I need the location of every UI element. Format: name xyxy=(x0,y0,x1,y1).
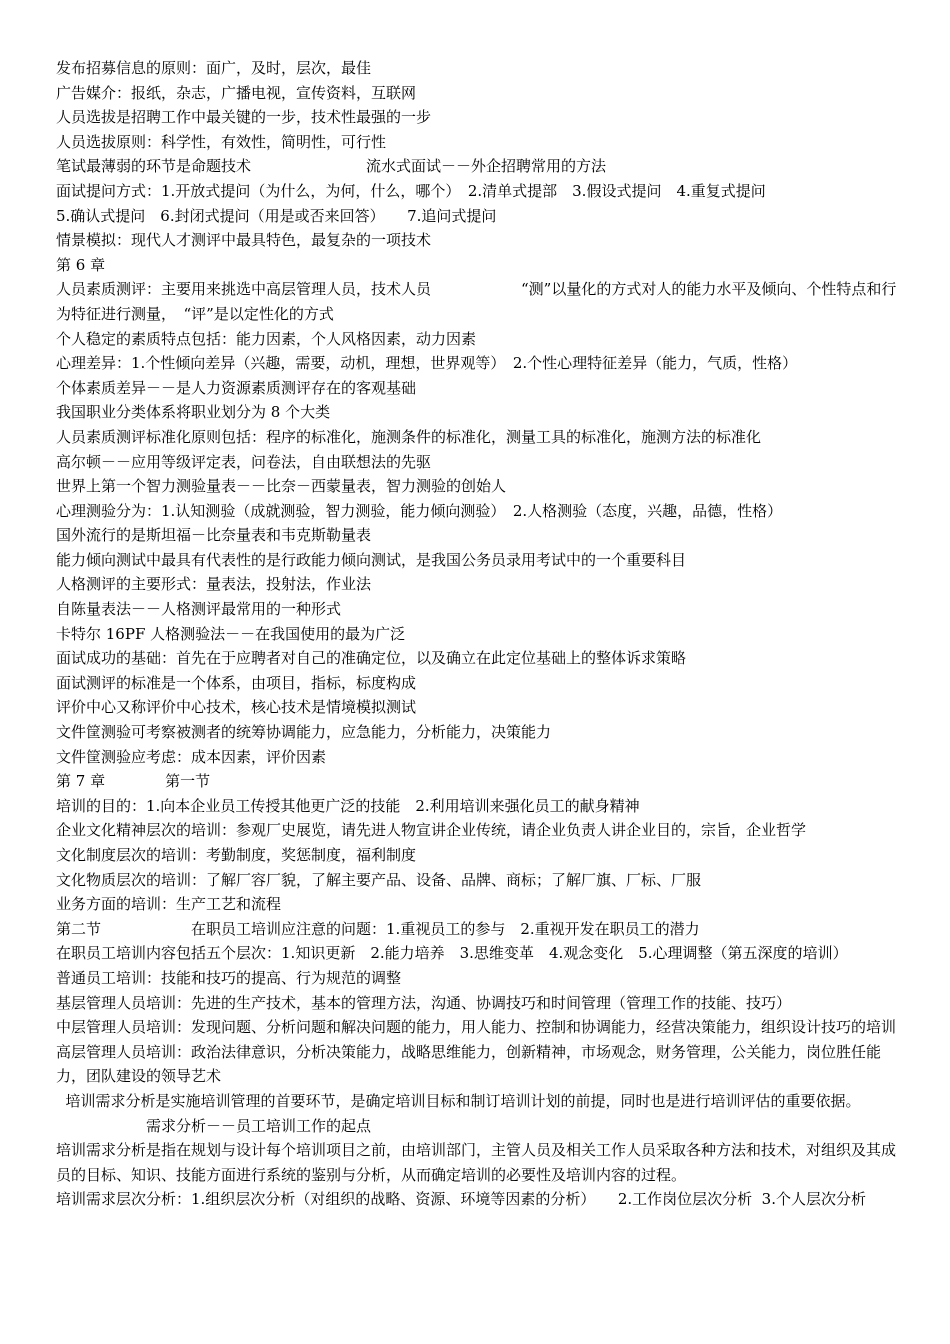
text-segment: 培训需求分析是实施培训管理的首要环节，是确定培训目标和制订培训计划的前提，同时也是进行培训评估的重要依据。 xyxy=(56,1091,861,1110)
text-line: 个人稳定的素质特点包括：能力因素，个人风格因素，动力因素 xyxy=(56,329,477,348)
text-segment: 需求分析－－员工培训工作的起点 xyxy=(146,1116,372,1135)
text-line: 人员选拔是招聘工作中最关键的一步，技术性最强的一步 xyxy=(56,108,432,127)
text-line: 普通员工培训：技能和技巧的提高、行为规范的调整 xyxy=(56,968,402,987)
text-line xyxy=(56,917,898,942)
text-line: 自陈量表法－－人格测评最常用的一种形式 xyxy=(56,600,342,619)
text-segment: 在职员工培训应注意的问题：1.重视员工的参与 2.重视开发在职员工的潜力 xyxy=(191,919,700,938)
text-line: 广告媒介：报纸，杂志，广播电视，宣传资料，互联网 xyxy=(56,83,417,102)
text-line: 在职员工培训内容包括五个层次：1.知识更新 2.能力培养 3.思维变革 4.观念变化 5.心理调整（第五深度的培训） xyxy=(56,944,848,963)
text-line: 文化制度层次的培训：考勤制度，奖惩制度，福利制度 xyxy=(56,846,417,864)
text-line: 培训的目的：1.向本企业员工传授其他更广泛的技能 2.利用培训来强化员工的献身精神 xyxy=(56,796,640,815)
text-line: 情景模拟：现代人才测评中最具特色，最复杂的一项技术 xyxy=(56,231,432,250)
text-line xyxy=(56,277,898,326)
text-line: 能力倾向测试中最具有代表性的是行政能力倾向测试，是我国公务员录用考试中的一个重要科目 xyxy=(56,550,687,569)
text-line: 个体素质差异－－是人力资源素质测评存在的客观基础 xyxy=(56,378,417,397)
section-label: 第二节 xyxy=(56,919,102,938)
text-line: 培训需求层次分析：1.组织层次分析（对组织的战略、资源、环境等因素的分析） 2.工作岗位层次分析 3.个人层次分析 xyxy=(56,1190,866,1209)
text-line: 培训需求分析是指在规划与设计每个培训项目之前，由培训部门，主管人员及相关工作人员采取各种方法和技术，对组织及其成员的目标、知识、技能方面进行系统的鉴别与分析，从而确定培训的必要性及培训内容的过程。 xyxy=(56,1141,897,1184)
text-line: 发布招募信息的原则：面广，及时，层次，最佳 xyxy=(56,59,372,77)
text-line: 人员选拔原则：科学性，有效性，简明性，可行性 xyxy=(56,132,387,151)
text-line xyxy=(56,1089,898,1138)
text-segment: 人员素质测评：主要用来挑选中高层管理人员，技术人员 xyxy=(56,280,432,299)
text-line: 国外流行的是斯坦福－比奈量表和韦克斯勒量表 xyxy=(56,526,372,545)
chapter-heading xyxy=(56,769,898,794)
text-line: 面试成功的基础：首先在于应聘者对自己的准确定位，以及确立在此定位基础上的整体诉求策略 xyxy=(56,649,687,668)
text-line: 评价中心又称评价中心技术，核心技术是情境模拟测试 xyxy=(56,698,417,717)
text-line: 面试测评的标准是一个体系，由项目，指标，标度构成 xyxy=(56,673,417,692)
text-line: 中层管理人员培训：发现问题、分析问题和解决问题的能力，用人能力、控制和协调能力，经营决策能力，组织设计技巧的培训 xyxy=(56,1018,897,1037)
text-line: 人员素质测评标准化原则包括：程序的标准化，施测条件的标准化，测量工具的标准化，施测方法的标准化 xyxy=(56,427,762,446)
text-segment: 流水式面试－－外企招聘常用的方法 xyxy=(366,157,607,176)
text-segment: “测”以量化的方式对人的能力水平及倾向、个性特点和行为特征进行测量， “评”是以定性化的方式 xyxy=(56,280,897,323)
text-line: 面试提问方式：1.开放式提问（为什么，为何，什么，哪个） 2.清单式提部 3.假设式提问 4.重复式提问 xyxy=(56,181,766,200)
text-line: 心理测验分为：1.认知测验（成就测验，智力测验，能力倾向测验） 2.人格测验（态度，兴趣，品德，性格） xyxy=(56,501,783,520)
text-line: 我国职业分类体系将职业划分为 8 个大类 xyxy=(56,403,331,422)
text-line: 业务方面的培训：生产工艺和流程 xyxy=(56,895,282,914)
text-line: 卡特尔 16PF 人格测验法－－在我国使用的最为广泛 xyxy=(56,624,406,643)
chapter-label: 第 7 章 xyxy=(56,772,106,791)
document-page xyxy=(56,56,898,1212)
text-line: 基层管理人员培训：先进的生产技术，基本的管理方法，沟通、协调技巧和时间管理（管理工作的技能、技巧） xyxy=(56,993,792,1012)
text-line: 文件筐测验应考虑：成本因素，评价因素 xyxy=(56,747,327,766)
text-line: 心理差异：1.个性倾向差异（兴趣，需要，动机，理想，世界观等） 2.个性心理特征差异（能力，气质，性格） xyxy=(56,354,798,373)
text-line: 文化物质层次的培训：了解厂容厂貌，了解主要产品、设备、品牌、商标；了解厂旗、厂标、厂服 xyxy=(56,870,702,889)
text-line: 高尔顿－－应用等级评定表，问卷法，自由联想法的先驱 xyxy=(56,452,432,471)
text-line: 文件筐测验可考察被测者的统筹协调能力，应急能力，分析能力，决策能力 xyxy=(56,723,552,742)
text-line: 高层管理人员培训：政治法律意识，分析决策能力，战略思维能力，创新精神，市场观念，财务管理，公关能力，岗位胜任能力，团队建设的领导艺术 xyxy=(56,1042,882,1086)
text-segment: 笔试最薄弱的环节是命题技术 xyxy=(56,157,252,176)
text-line: 人格测评的主要形式：量表法，投射法，作业法 xyxy=(56,575,372,594)
text-line: 5.确认式提问 6.封闭式提问（用是或否来回答） 7.追问式提问 xyxy=(56,206,497,225)
text-line: 世界上第一个智力测验量表－－比奈－西蒙量表，智力测验的创始人 xyxy=(56,477,507,496)
text-line: 企业文化精神层次的培训：参观厂史展览，请先进人物宣讲企业传统，请企业负责人讲企业目的，宗旨，企业哲学 xyxy=(56,821,807,840)
chapter-heading: 第 6 章 xyxy=(56,255,106,274)
section-label: 第一节 xyxy=(165,772,211,791)
text-line xyxy=(56,154,898,179)
